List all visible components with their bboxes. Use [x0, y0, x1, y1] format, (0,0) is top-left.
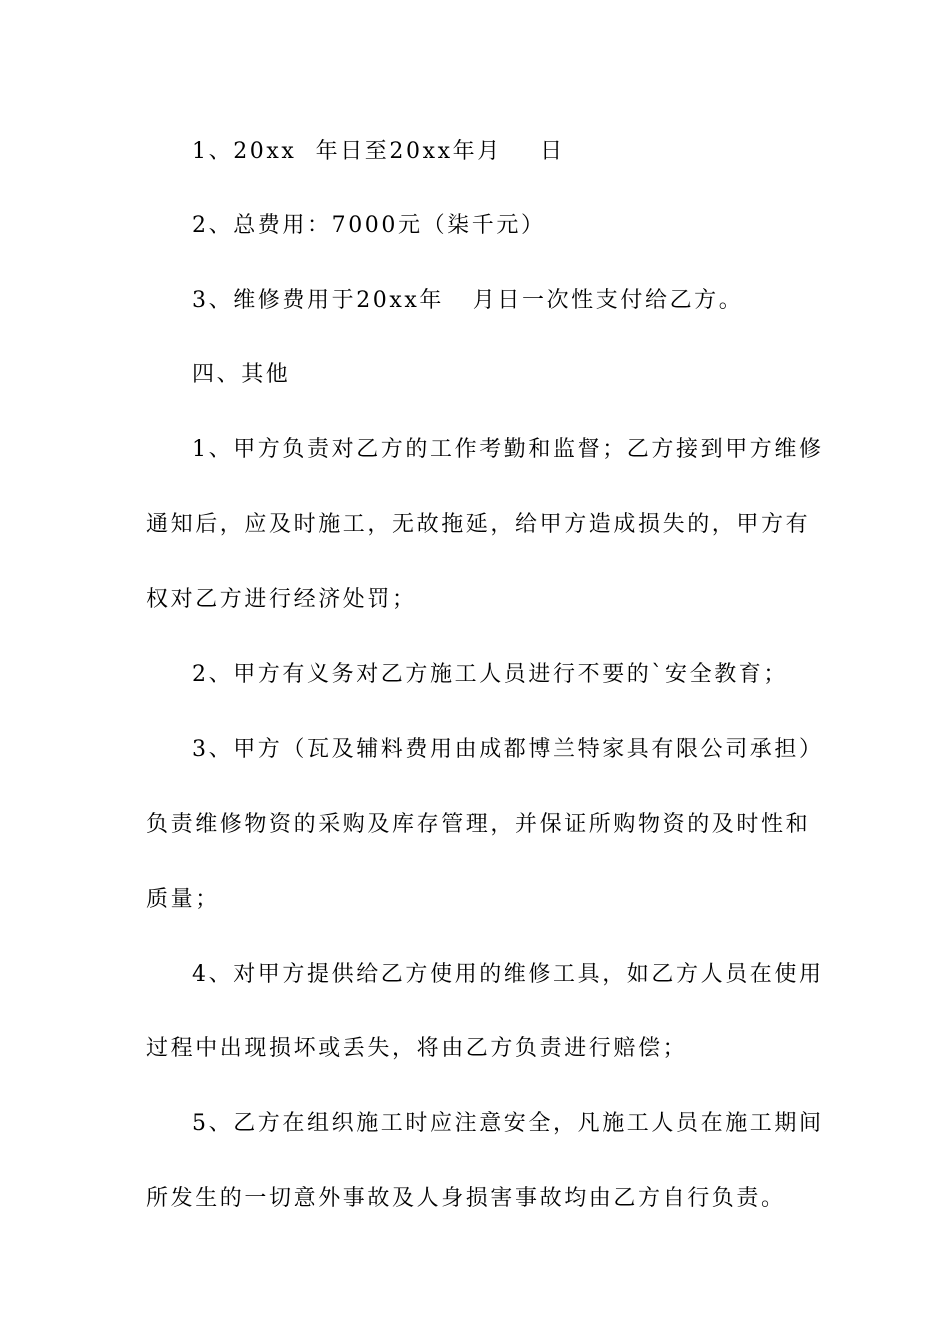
- payment-period-line: 1、20xx 年日至20xx年月 日: [192, 139, 565, 164]
- total-cost-line: 2、总费用：7000元（柒千元）: [192, 213, 546, 238]
- clause-4-line-1: 4、对甲方提供给乙方使用的维修工具，如乙方人员在使用: [192, 962, 824, 987]
- clause-2-line-1: 2、甲方有义务对乙方施工人员进行不要的`安全教育；: [192, 662, 788, 687]
- clause-5-line-1: 5、乙方在组织施工时应注意安全，凡施工人员在施工期间: [192, 1111, 824, 1136]
- clause-4-line-2: 过程中出现损坏或丢失，将由乙方负责进行赔偿；: [146, 1036, 688, 1061]
- clause-3-line-2: 负责维修物资的采购及库存管理，并保证所购物资的及时性和: [146, 812, 811, 837]
- clause-1-line-2: 通知后，应及时施工，无故拖延，给甲方造成损失的，甲方有: [146, 512, 811, 537]
- section-heading-other: 四、其他: [192, 362, 291, 387]
- clause-3-line-3: 质量；: [146, 887, 220, 912]
- clause-5-line-2: 所发生的一切意外事故及人身损害事故均由乙方自行负责。: [146, 1186, 786, 1211]
- clause-1-line-1: 1、甲方负责对乙方的工作考勤和监督；乙方接到甲方维修: [192, 437, 824, 462]
- clause-1-line-3: 权对乙方进行经济处罚；: [146, 587, 417, 612]
- payment-date-line: 3、维修费用于20xx年 月日一次性支付给乙方。: [192, 288, 744, 313]
- clause-3-line-1: 3、甲方（瓦及辅料费用由成都博兰特家具有限公司承担）: [192, 737, 824, 762]
